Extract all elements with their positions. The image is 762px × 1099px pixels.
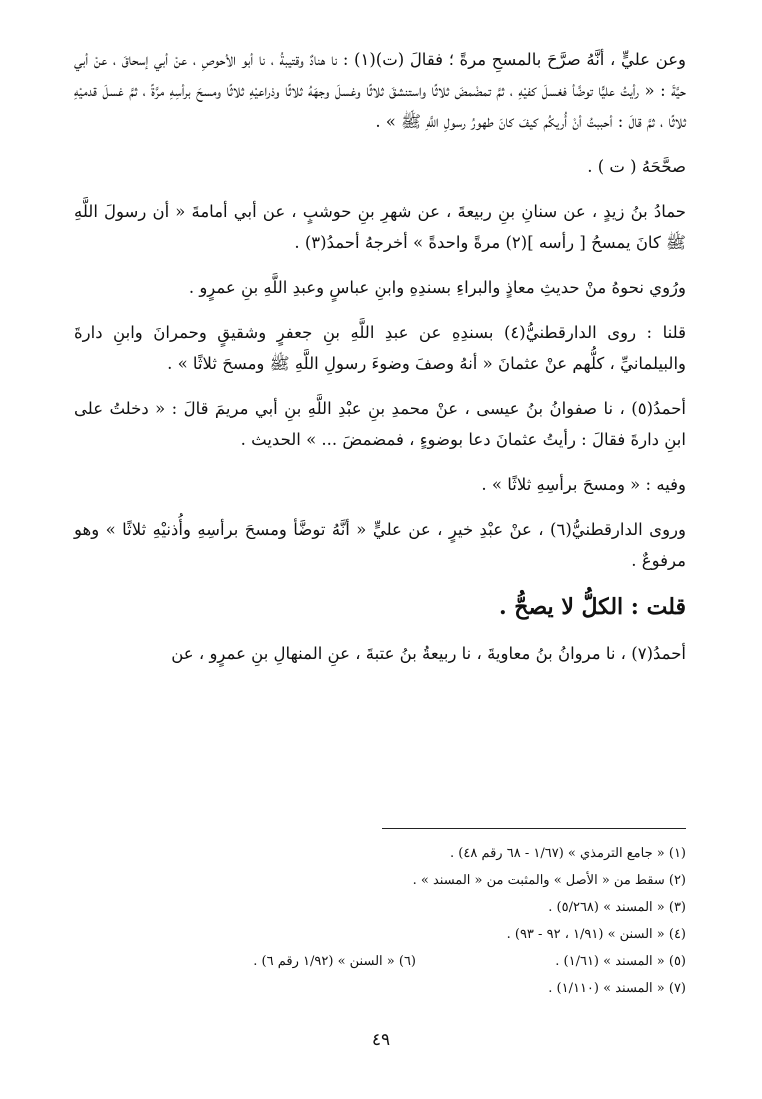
footnote-4: (٤) « السنن » (١/٩١ ، ٩٢ - ٩٣) . bbox=[506, 927, 686, 942]
footnote-row bbox=[74, 867, 686, 894]
footnote-divider bbox=[382, 828, 686, 829]
paragraph-similar-narrations: ورُوي نحوهُ منْ حديثِ معاذٍ والبراءِ بسندِهِ وابنِ عباسٍ وعبدِ اللَّهِ بنِ عمرٍو . bbox=[188, 278, 686, 297]
section-heading: قلت : الكلُّ لا يصحُّ . bbox=[498, 594, 686, 620]
paragraph-wiping-three-times: وفيه : « ومسحَ برأسِهِ ثلاثًا » . bbox=[481, 475, 686, 494]
footnote-2: (٢) سقط من « الأصل » والمثبت من « المسند » . bbox=[412, 873, 686, 888]
paragraph-hammad-ibn-zayd: حمادُ بنُ زيدٍ ، عن سنانِ بنِ ربيعةَ ، عن شهرِ بنِ حوشبٍ ، عن أبي أمامةَ « أن رسولَ اللَّهِ ﷺ كانَ يمسحُ [ رأسه ](٢) مرةً واحدةً » أخرجهُ أحمدُ(٣) . bbox=[74, 202, 686, 252]
paragraph-ahmad-safwan: أحمدُ(٥) ، نا صفوانُ بنُ عيسى ، عنْ محمدِ بنِ عبْدِ اللَّهِ بنِ أبي مريمَ قالَ : « دخلتُ على ابنِ دارةَ فقالَ : رأيتُ عثمانَ دعا بوضوءٍ ، فمضمضَ ... » الحديث . bbox=[74, 399, 686, 449]
footnote-row bbox=[74, 840, 686, 867]
footnote-3: (٣) « المسند » (٥/٢٦٨) . bbox=[548, 900, 686, 915]
footnote-row bbox=[74, 948, 686, 975]
footnote-6: (٦) « السنن » (١/٩٢ رقم ٦) . bbox=[253, 954, 416, 969]
footnote-5: (٥) « المسند » (١/٦١) . bbox=[555, 954, 686, 969]
main-text-body bbox=[74, 44, 686, 683]
footnote-row bbox=[74, 975, 686, 1002]
footnote-row bbox=[74, 894, 686, 921]
paragraph-abd-khayr: وروى الدارقطنيُّ(٦) ، عنْ عبْدِ خيرٍ ، عن عليٍّ « أنَّهُ توضَّأ ومسحَ برأسِهِ وأُذنيْهِ ثلاثًا » وهو مرفوعٌ . bbox=[74, 520, 686, 570]
footnote-1: (١) « جامع الترمذي » (١/٦٧ - ٦٨ رقم ٤٨) . bbox=[450, 846, 686, 861]
footnote-row bbox=[74, 921, 686, 948]
paragraph-ali-wiping: وعن عليٍّ ، أنَّهُ صرَّحَ بالمسحِ مرةً ؛ فقالَ (ت)(١) : نا هنادٌ وقتيبةُ ، نا أبو الأحوصِ ، عنْ أبي إسحاقَ ، عنْ أبي حيَّةَ : « رأيتُ عليًّا توضَّأ فغسلَ كفيْهِ ، ثمَّ تمضْمضَ ثلاثًا واستنشقَ ثلاثًا وغسلَ وجهَهُ ثلاثًا وذراعيْهِ ثلاثًا ومسحَ برأسِهِ مرَّةً ، ثمَّ غسلَ قدميْهِ ثلاثًا ، ثمَّ قالَ : أحببتُ أنْ أُريكُم كيفَ كانَ طهورُ رسولِ اللَّهِ ﷺ » . bbox=[74, 50, 687, 131]
paragraph-ahmad-marwan: أحمدُ(٧) ، نا مروانُ بنُ معاويةَ ، نا ربيعةُ بنُ عتبةَ ، عنِ المنهالِ بنِ عمرٍو ، عن bbox=[171, 644, 686, 663]
page-number: ٤٩ bbox=[371, 1030, 391, 1050]
footnotes-section bbox=[74, 840, 686, 1002]
paragraph-tirmidhi-authentication: صحَّحَهُ ( ت ) . bbox=[587, 157, 686, 176]
footnote-7: (٧) « المسند » (١/١١٠) . bbox=[548, 981, 686, 996]
paragraph-daraqutni-uthman: قلنا : روى الدارقطنيُّ(٤) بسندِهِ عن عبدِ اللَّهِ بنِ جعفرٍ وشقيقٍ وحمرانَ وابنِ دارةَ والبيلمانيِّ ، كلُّهم عنْ عثمانَ « أنهُ وصفَ وضوءَ رسولِ اللَّهِ ﷺ ومسحَ ثلاثًا » . bbox=[74, 323, 686, 373]
